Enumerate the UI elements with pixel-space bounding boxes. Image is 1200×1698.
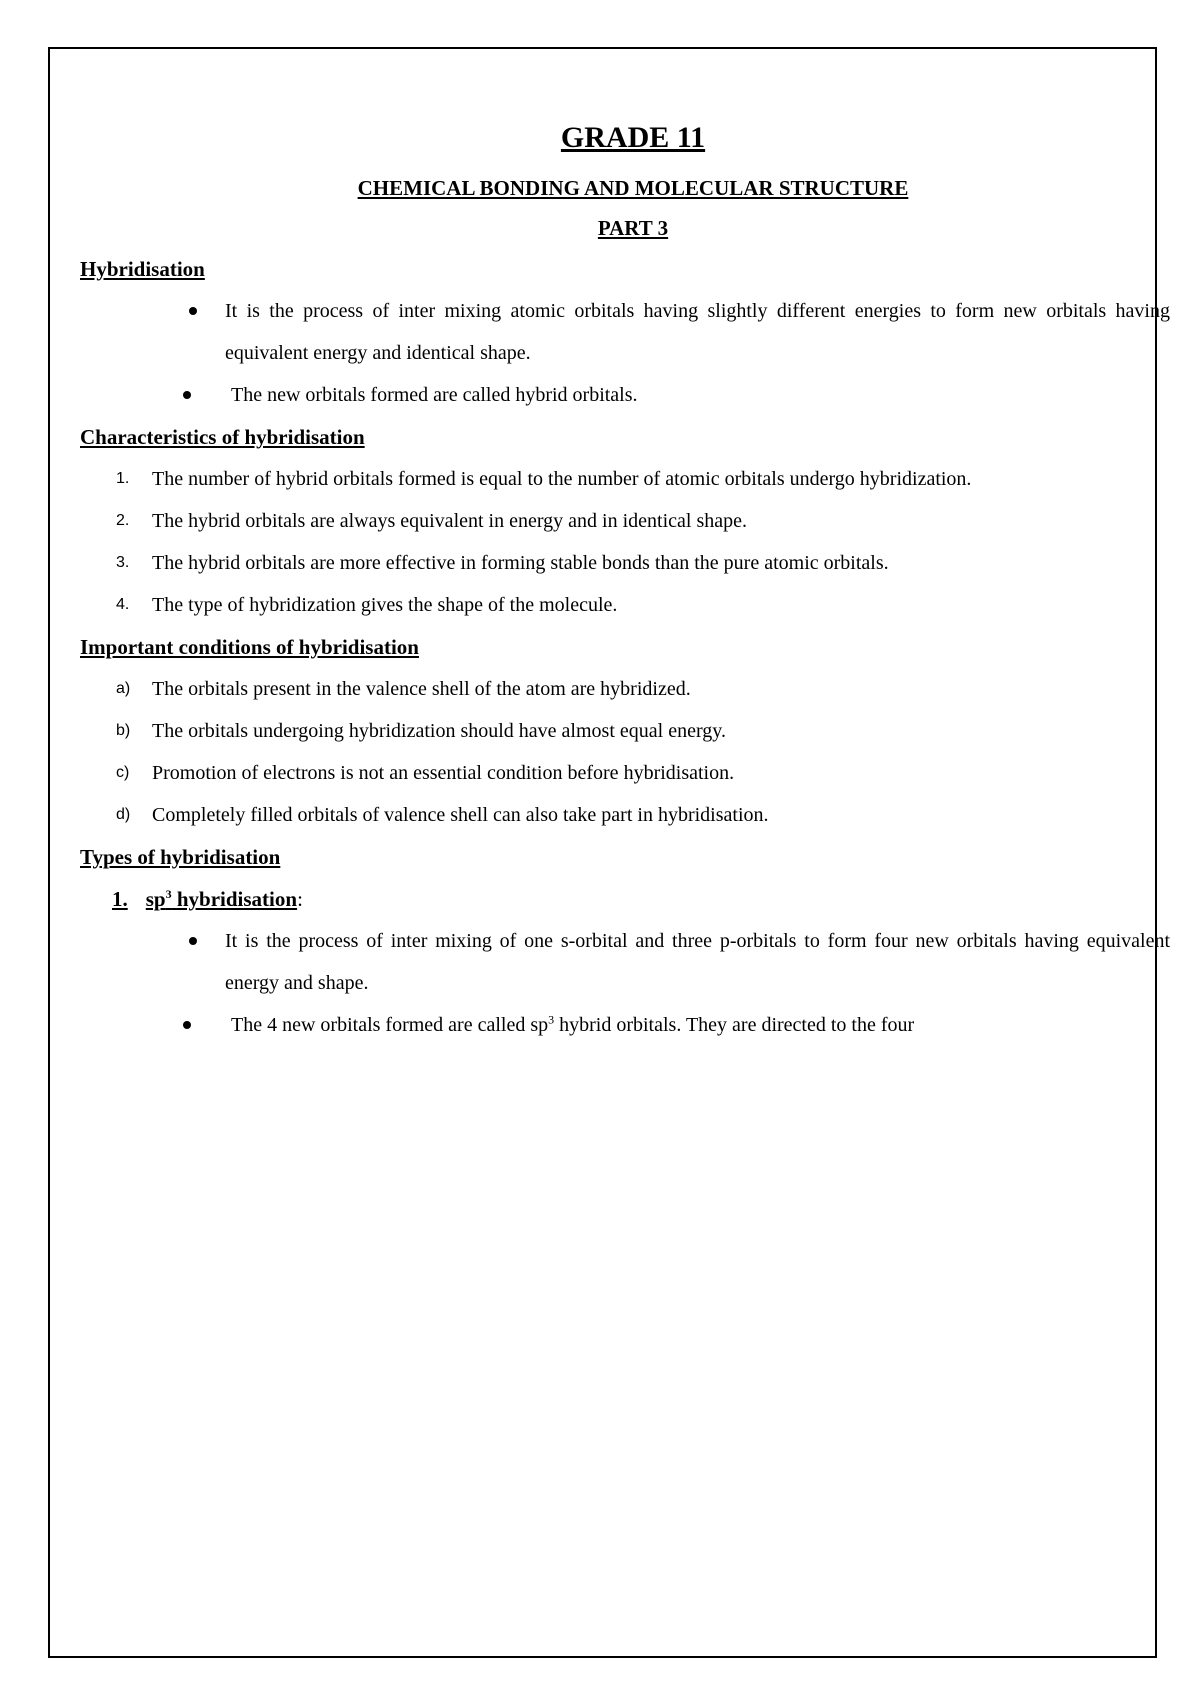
hybridisation-text: hybridisation	[171, 887, 298, 911]
list-item	[116, 752, 1170, 794]
section-heading-characteristics: Characteristics of hybridisation	[80, 425, 365, 449]
list-item	[116, 458, 1170, 500]
list-item	[225, 1004, 1170, 1046]
bullet-text: It is the process of inter mixing of one s-orbital and three p-orbitals to form four new orbitals having equivalent energy and shape.	[225, 930, 1170, 994]
list-item-text: Completely filled orbitals of valence shell can also take part in hybridisation.	[152, 804, 769, 826]
bullet-superscript: 3	[548, 1012, 555, 1027]
list-marker: 3.	[116, 554, 130, 571]
list-item-text: The orbitals present in the valence shell of the atom are hybridized.	[152, 678, 691, 700]
hybridisation-bullets	[80, 290, 1170, 416]
list-item-text: The hybrid orbitals are more effective in forming stable bonds than the pure atomic orbitals.	[152, 552, 889, 574]
characteristics-list	[80, 458, 1170, 626]
page-subtitle: CHEMICAL BONDING AND MOLECULAR STRUCTURE	[357, 176, 909, 200]
bullet-icon	[183, 391, 191, 399]
list-item-text: The type of hybridization gives the shape of the molecule.	[152, 594, 618, 616]
bullet-icon	[189, 307, 197, 315]
page-title: GRADE 11	[560, 121, 706, 154]
part-label: PART 3	[597, 216, 669, 240]
subheading-colon: :	[297, 887, 303, 911]
section-heading-hybridisation: Hybridisation	[80, 257, 205, 281]
list-item-text: The number of hybrid orbitals formed is equal to the number of atomic orbitals undergo hybridization.	[152, 468, 972, 490]
list-marker: d)	[116, 806, 131, 823]
section-heading-types: Types of hybridisation	[80, 845, 281, 869]
conditions-list	[80, 668, 1170, 836]
bullet-text: The new orbitals formed are called hybrid orbitals.	[231, 384, 638, 406]
list-marker: 4.	[116, 596, 130, 613]
list-item	[116, 500, 1170, 542]
list-item	[116, 710, 1170, 752]
list-marker: 1.	[116, 470, 130, 487]
list-item	[116, 584, 1170, 626]
list-item	[116, 794, 1170, 836]
bullet-text-suffix: hybrid orbitals. They are directed to the four	[554, 1014, 915, 1036]
subheading-label	[146, 887, 297, 911]
list-item	[225, 374, 1170, 416]
subheading-number: 1.	[112, 887, 128, 911]
list-item-text: Promotion of electrons is not an essential condition before hybridisation.	[152, 762, 735, 784]
section-heading-conditions: Important conditions of hybridisation	[80, 635, 419, 659]
list-marker: b)	[116, 722, 131, 739]
list-item	[225, 920, 1170, 1004]
sp3-bullets	[80, 920, 1170, 1046]
document-content	[80, 118, 1170, 1046]
bullet-icon	[183, 1021, 191, 1029]
list-item	[116, 668, 1170, 710]
list-item-text: The orbitals undergoing hybridization should have almost equal energy.	[152, 720, 726, 742]
sp-superscript: 3	[165, 887, 172, 901]
bullet-icon	[189, 937, 197, 945]
list-item	[116, 542, 1170, 584]
list-marker: c)	[116, 764, 130, 781]
bullet-text-prefix: The 4 new orbitals formed are called sp	[231, 1014, 549, 1036]
bullet-text: It is the process of inter mixing atomic orbitals having slightly different energies to form new orbitals having equivalent energy and identical shape.	[225, 300, 1170, 364]
list-marker: a)	[116, 680, 131, 697]
list-item	[225, 290, 1170, 374]
list-item-text: The hybrid orbitals are always equivalent in energy and in identical shape.	[152, 510, 747, 532]
list-marker: 2.	[116, 512, 130, 529]
sp-text: sp	[145, 887, 166, 911]
sp3-subheading	[80, 878, 1170, 920]
